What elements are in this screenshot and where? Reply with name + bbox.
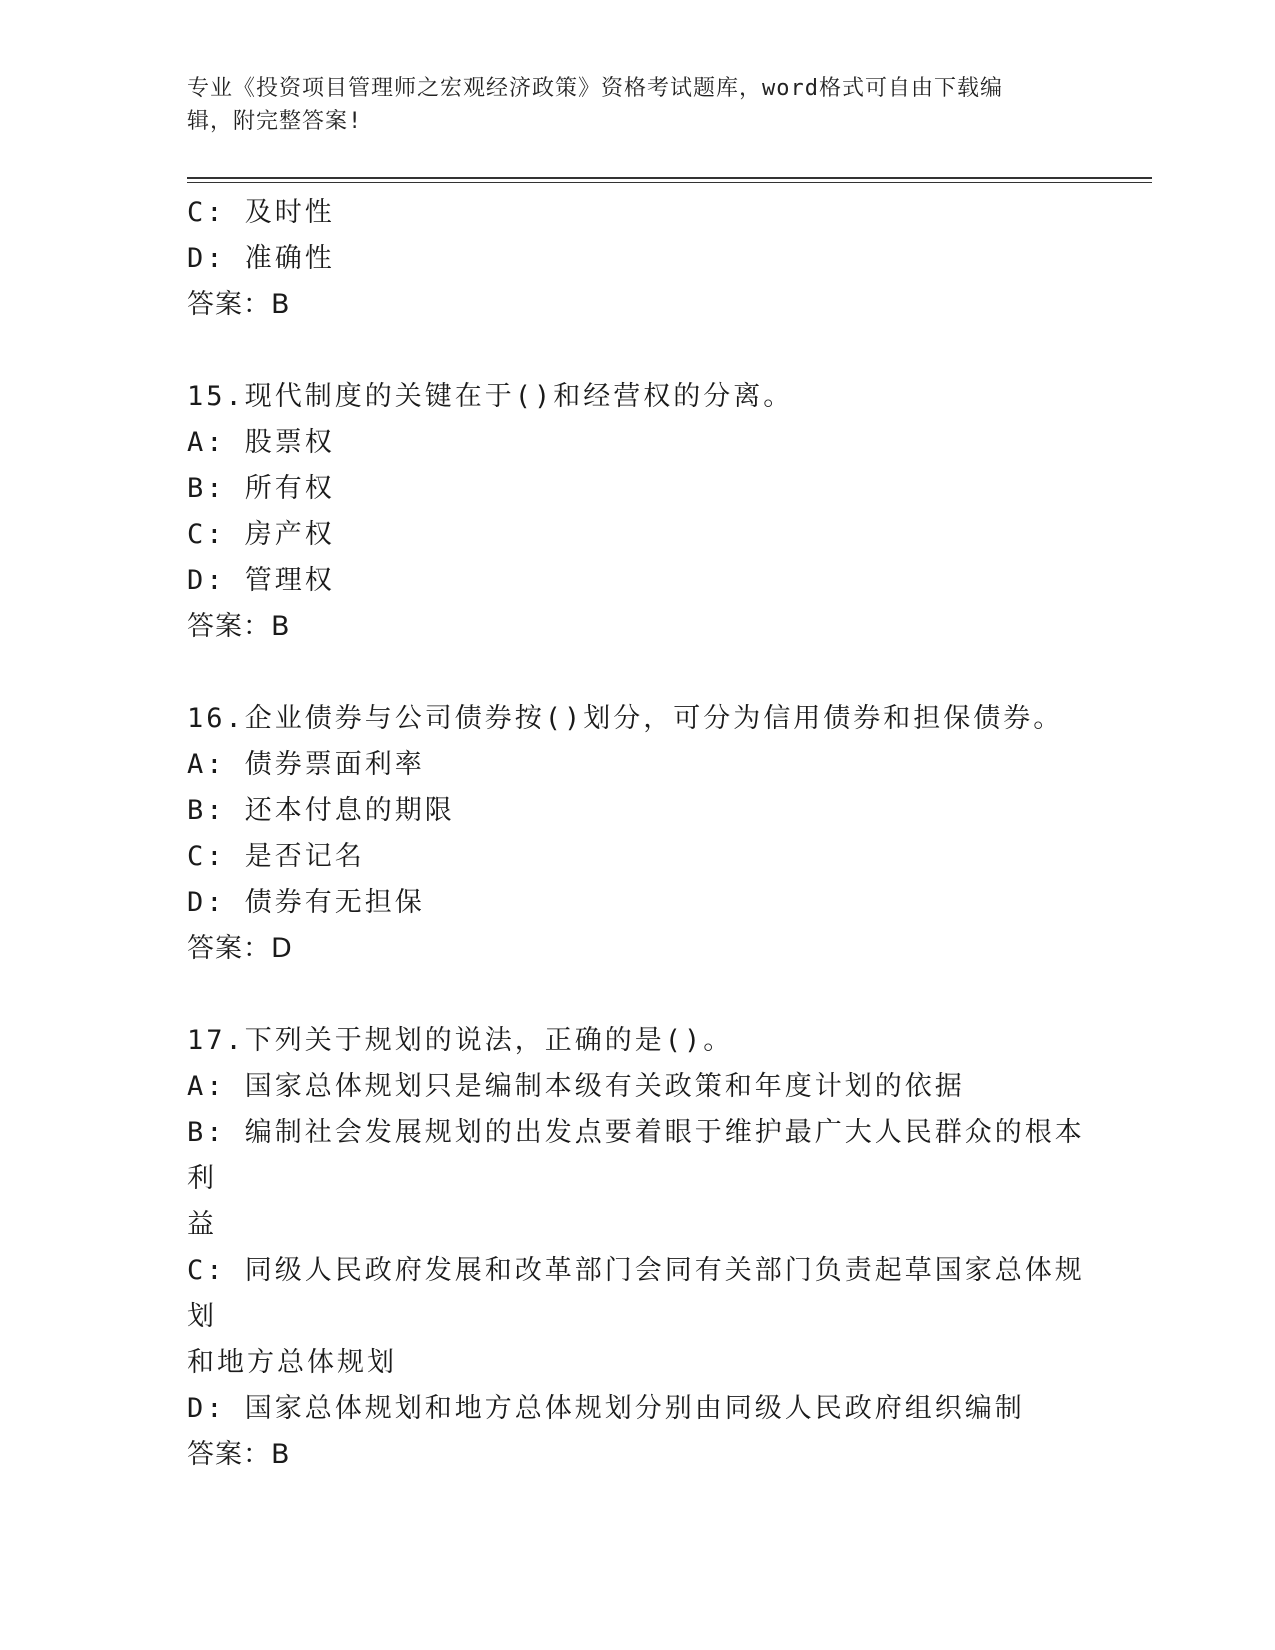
q17-option-c-line1: C: 同级人民政府发展和改革部门会同有关部门负责起草国家总体规划 bbox=[187, 1255, 1085, 1332]
header-divider-thin bbox=[187, 182, 1152, 183]
q15-option-a: A: 股票权 bbox=[187, 427, 335, 458]
spacer bbox=[187, 650, 1087, 696]
q17-answer: 答案：B bbox=[187, 1439, 291, 1470]
prev-option-d: D: 准确性 bbox=[187, 243, 335, 274]
q16-text: 16.企业债券与公司债券按()划分，可分为信用债券和担保债券。 bbox=[187, 703, 1064, 734]
q16-option-b: B: 还本付息的期限 bbox=[187, 795, 455, 826]
header-divider-thick bbox=[187, 177, 1152, 179]
q17-option-b-line2: 益 bbox=[187, 1209, 217, 1240]
prev-answer: 答案：B bbox=[187, 289, 291, 320]
q17-option-d: D: 国家总体规划和地方总体规划分别由同级人民政府组织编制 bbox=[187, 1393, 1025, 1424]
spacer bbox=[187, 328, 1087, 374]
q16-option-d: D: 债券有无担保 bbox=[187, 887, 425, 918]
q15-option-c: C: 房产权 bbox=[187, 519, 335, 550]
prev-option-c: C: 及时性 bbox=[187, 197, 335, 228]
q16-option-c: C: 是否记名 bbox=[187, 841, 365, 872]
question-list bbox=[187, 190, 1087, 1478]
q15-option-d: D: 管理权 bbox=[187, 565, 335, 596]
q15-text: 15.现代制度的关键在于()和经营权的分离。 bbox=[187, 381, 794, 412]
q17-option-c-line2: 和地方总体规划 bbox=[187, 1347, 397, 1378]
header-line-2: 辑，附完整答案! bbox=[187, 109, 363, 134]
document-header bbox=[187, 72, 1067, 138]
q17-option-b-line1: B: 编制社会发展规划的出发点要着眼于维护最广大人民群众的根本利 bbox=[187, 1117, 1085, 1194]
q17-option-a: A: 国家总体规划只是编制本级有关政策和年度计划的依据 bbox=[187, 1071, 965, 1102]
header-line-1: 专业《投资项目管理师之宏观经济政策》资格考试题库，word格式可自由下载编 bbox=[187, 76, 1003, 101]
q17-text: 17.下列关于规划的说法，正确的是()。 bbox=[187, 1025, 734, 1056]
q16-answer: 答案：D bbox=[187, 933, 293, 964]
spacer bbox=[187, 972, 1087, 1018]
q15-answer: 答案：B bbox=[187, 611, 291, 642]
q15-option-b: B: 所有权 bbox=[187, 473, 335, 504]
q16-option-a: A: 债券票面利率 bbox=[187, 749, 425, 780]
